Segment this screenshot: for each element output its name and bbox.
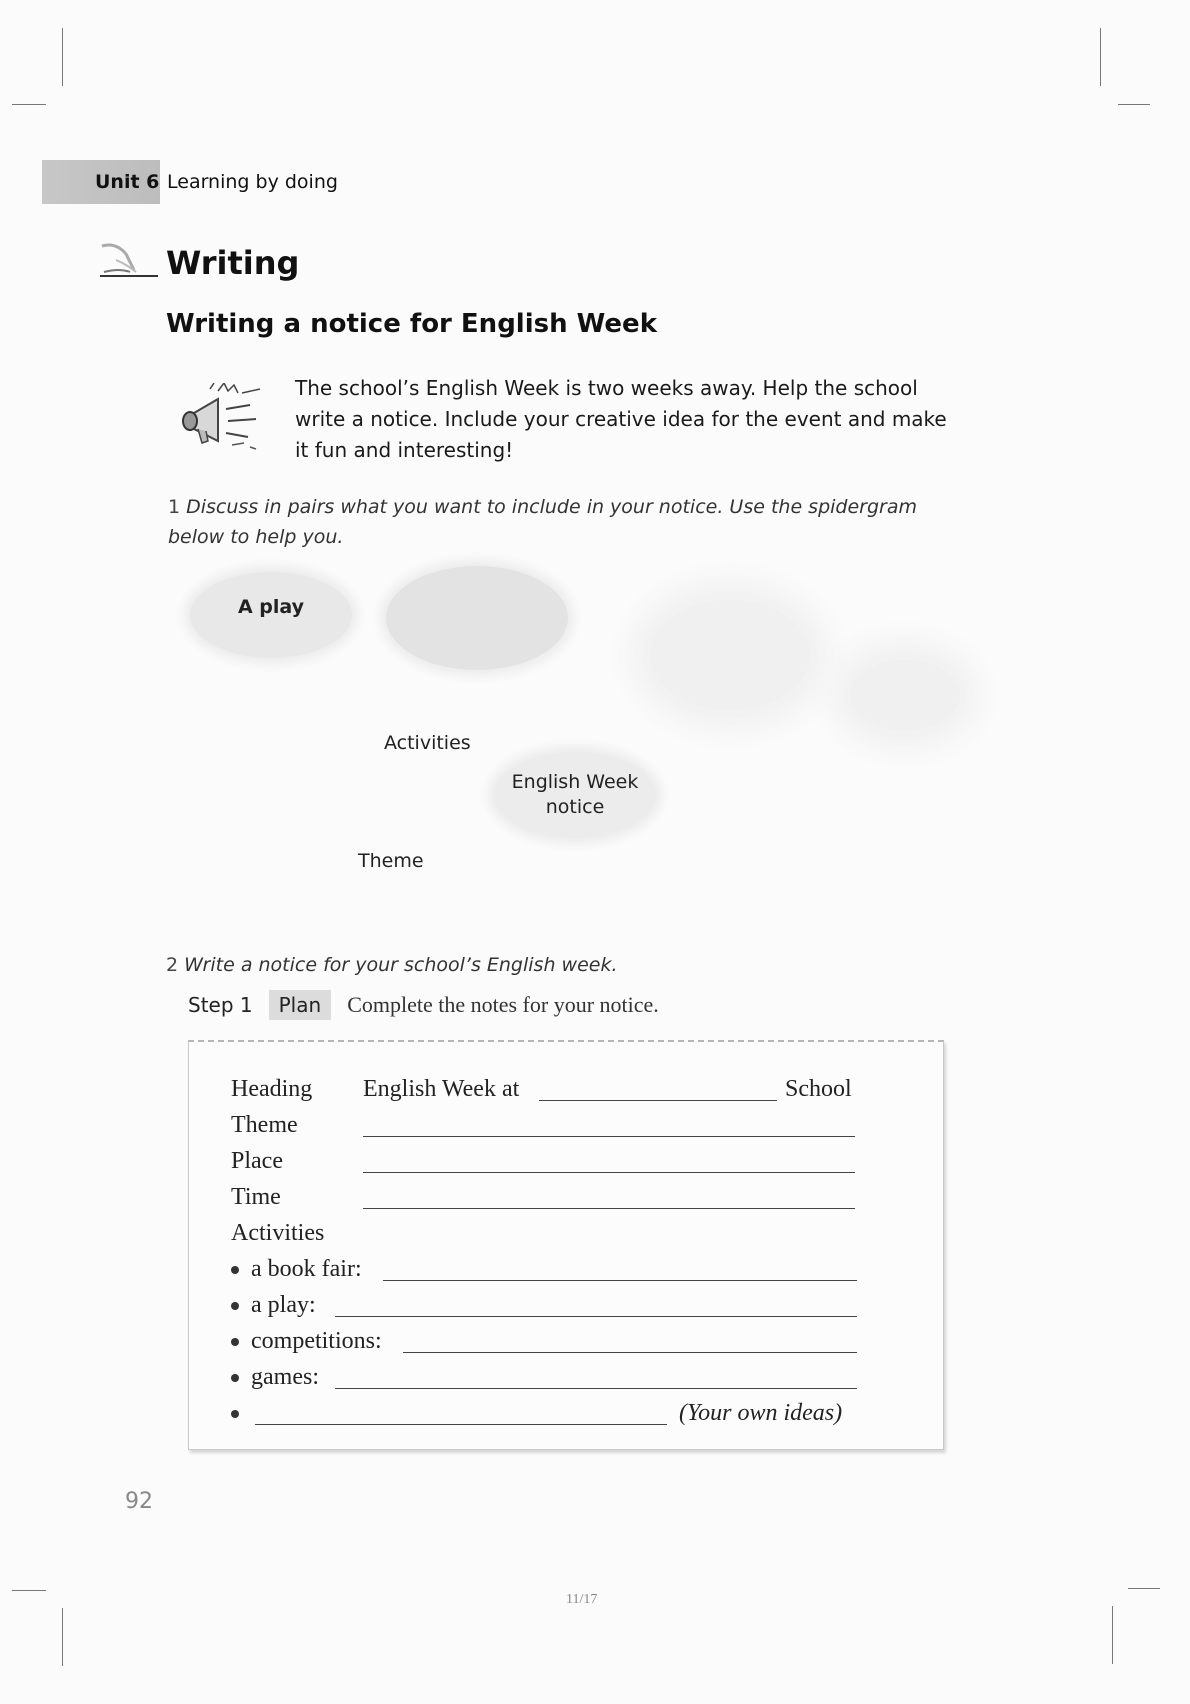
competitions-blank[interactable] xyxy=(403,1352,857,1353)
task2-instruction xyxy=(166,950,866,980)
crop-mark xyxy=(12,1590,46,1591)
time-blank[interactable] xyxy=(363,1208,855,1209)
heading-label: Heading xyxy=(231,1076,313,1102)
sheet-reference: 11/17 xyxy=(566,1592,598,1607)
bullet-dot xyxy=(231,1266,239,1274)
center-line1: English Week xyxy=(511,771,639,793)
own-ideas-label: (Your own ideas) xyxy=(679,1400,843,1426)
bullet-dot xyxy=(231,1410,239,1418)
bullet-book-fair xyxy=(231,1256,871,1286)
bullet-label: a book fair: xyxy=(251,1256,362,1282)
theme-blank[interactable] xyxy=(363,1136,855,1137)
bullet-own-ideas xyxy=(231,1400,871,1430)
bubble-play-label: A play xyxy=(237,596,305,618)
play-blank[interactable] xyxy=(335,1316,857,1317)
background-blob xyxy=(850,660,960,730)
bullet-label: a play: xyxy=(251,1292,316,1318)
step-description: Complete the notes for your notice. xyxy=(347,992,659,1017)
crop-mark xyxy=(1100,28,1101,86)
bullet-play xyxy=(231,1292,871,1322)
row-activities xyxy=(231,1220,871,1250)
notes-box xyxy=(188,1040,944,1450)
crop-mark xyxy=(12,104,46,105)
plan-tag: Plan xyxy=(269,990,332,1020)
bubble-empty xyxy=(386,566,568,670)
place-label: Place xyxy=(231,1148,283,1174)
page-number: 92 xyxy=(125,1489,153,1514)
crop-mark xyxy=(1112,1606,1113,1664)
unit-title: Learning by doing xyxy=(167,171,338,193)
bullet-dot xyxy=(231,1374,239,1382)
row-place xyxy=(231,1148,871,1178)
crop-mark xyxy=(1128,1588,1160,1589)
task2-text: Write a notice for your school’s English week. xyxy=(184,954,618,976)
bullet-games xyxy=(231,1364,871,1394)
activities-label: Activities xyxy=(231,1220,325,1246)
center-line2: notice xyxy=(545,796,605,818)
background-blob xyxy=(650,600,810,710)
heading-prefix: English Week at xyxy=(363,1076,520,1102)
own-ideas-blank[interactable] xyxy=(255,1424,667,1425)
page-subtitle: Writing a notice for English Week xyxy=(166,309,657,339)
intro-text: The school’s English Week is two weeks away. Help the school write a notice. Include your creative idea for the event and make it fun and interesting! xyxy=(295,376,947,462)
label-theme: Theme xyxy=(358,850,424,872)
crop-mark xyxy=(62,1608,63,1666)
task-number: 1 xyxy=(168,496,181,518)
task1-instruction xyxy=(168,492,968,552)
crop-mark xyxy=(1118,104,1150,105)
megaphone-icon xyxy=(176,383,280,455)
label-activities: Activities xyxy=(384,732,471,754)
bullet-dot xyxy=(231,1302,239,1310)
unit-label: Unit 6 xyxy=(95,171,160,193)
heading-blank[interactable] xyxy=(539,1100,777,1101)
task-number: 2 xyxy=(166,954,179,976)
time-label: Time xyxy=(231,1184,281,1210)
book-fair-blank[interactable] xyxy=(383,1280,857,1281)
bullet-label: games: xyxy=(251,1364,319,1390)
row-theme xyxy=(231,1112,871,1142)
row-time xyxy=(231,1184,871,1214)
bullet-label: competitions: xyxy=(251,1328,382,1354)
pen-writing-icon xyxy=(96,238,162,284)
bubble-center-label xyxy=(494,770,656,820)
theme-label: Theme xyxy=(231,1112,298,1138)
place-blank[interactable] xyxy=(363,1172,855,1173)
games-blank[interactable] xyxy=(335,1388,857,1389)
heading-suffix: School xyxy=(785,1076,852,1102)
step1 xyxy=(188,990,659,1020)
bullet-dot xyxy=(231,1338,239,1346)
section-title: Writing xyxy=(166,244,300,282)
bullet-competitions xyxy=(231,1328,871,1358)
row-heading xyxy=(231,1076,871,1106)
task1-text: Discuss in pairs what you want to include in your notice. Use the spidergram below to help you. xyxy=(168,496,917,548)
crop-mark xyxy=(62,28,63,86)
step-label: Step 1 xyxy=(188,993,253,1017)
